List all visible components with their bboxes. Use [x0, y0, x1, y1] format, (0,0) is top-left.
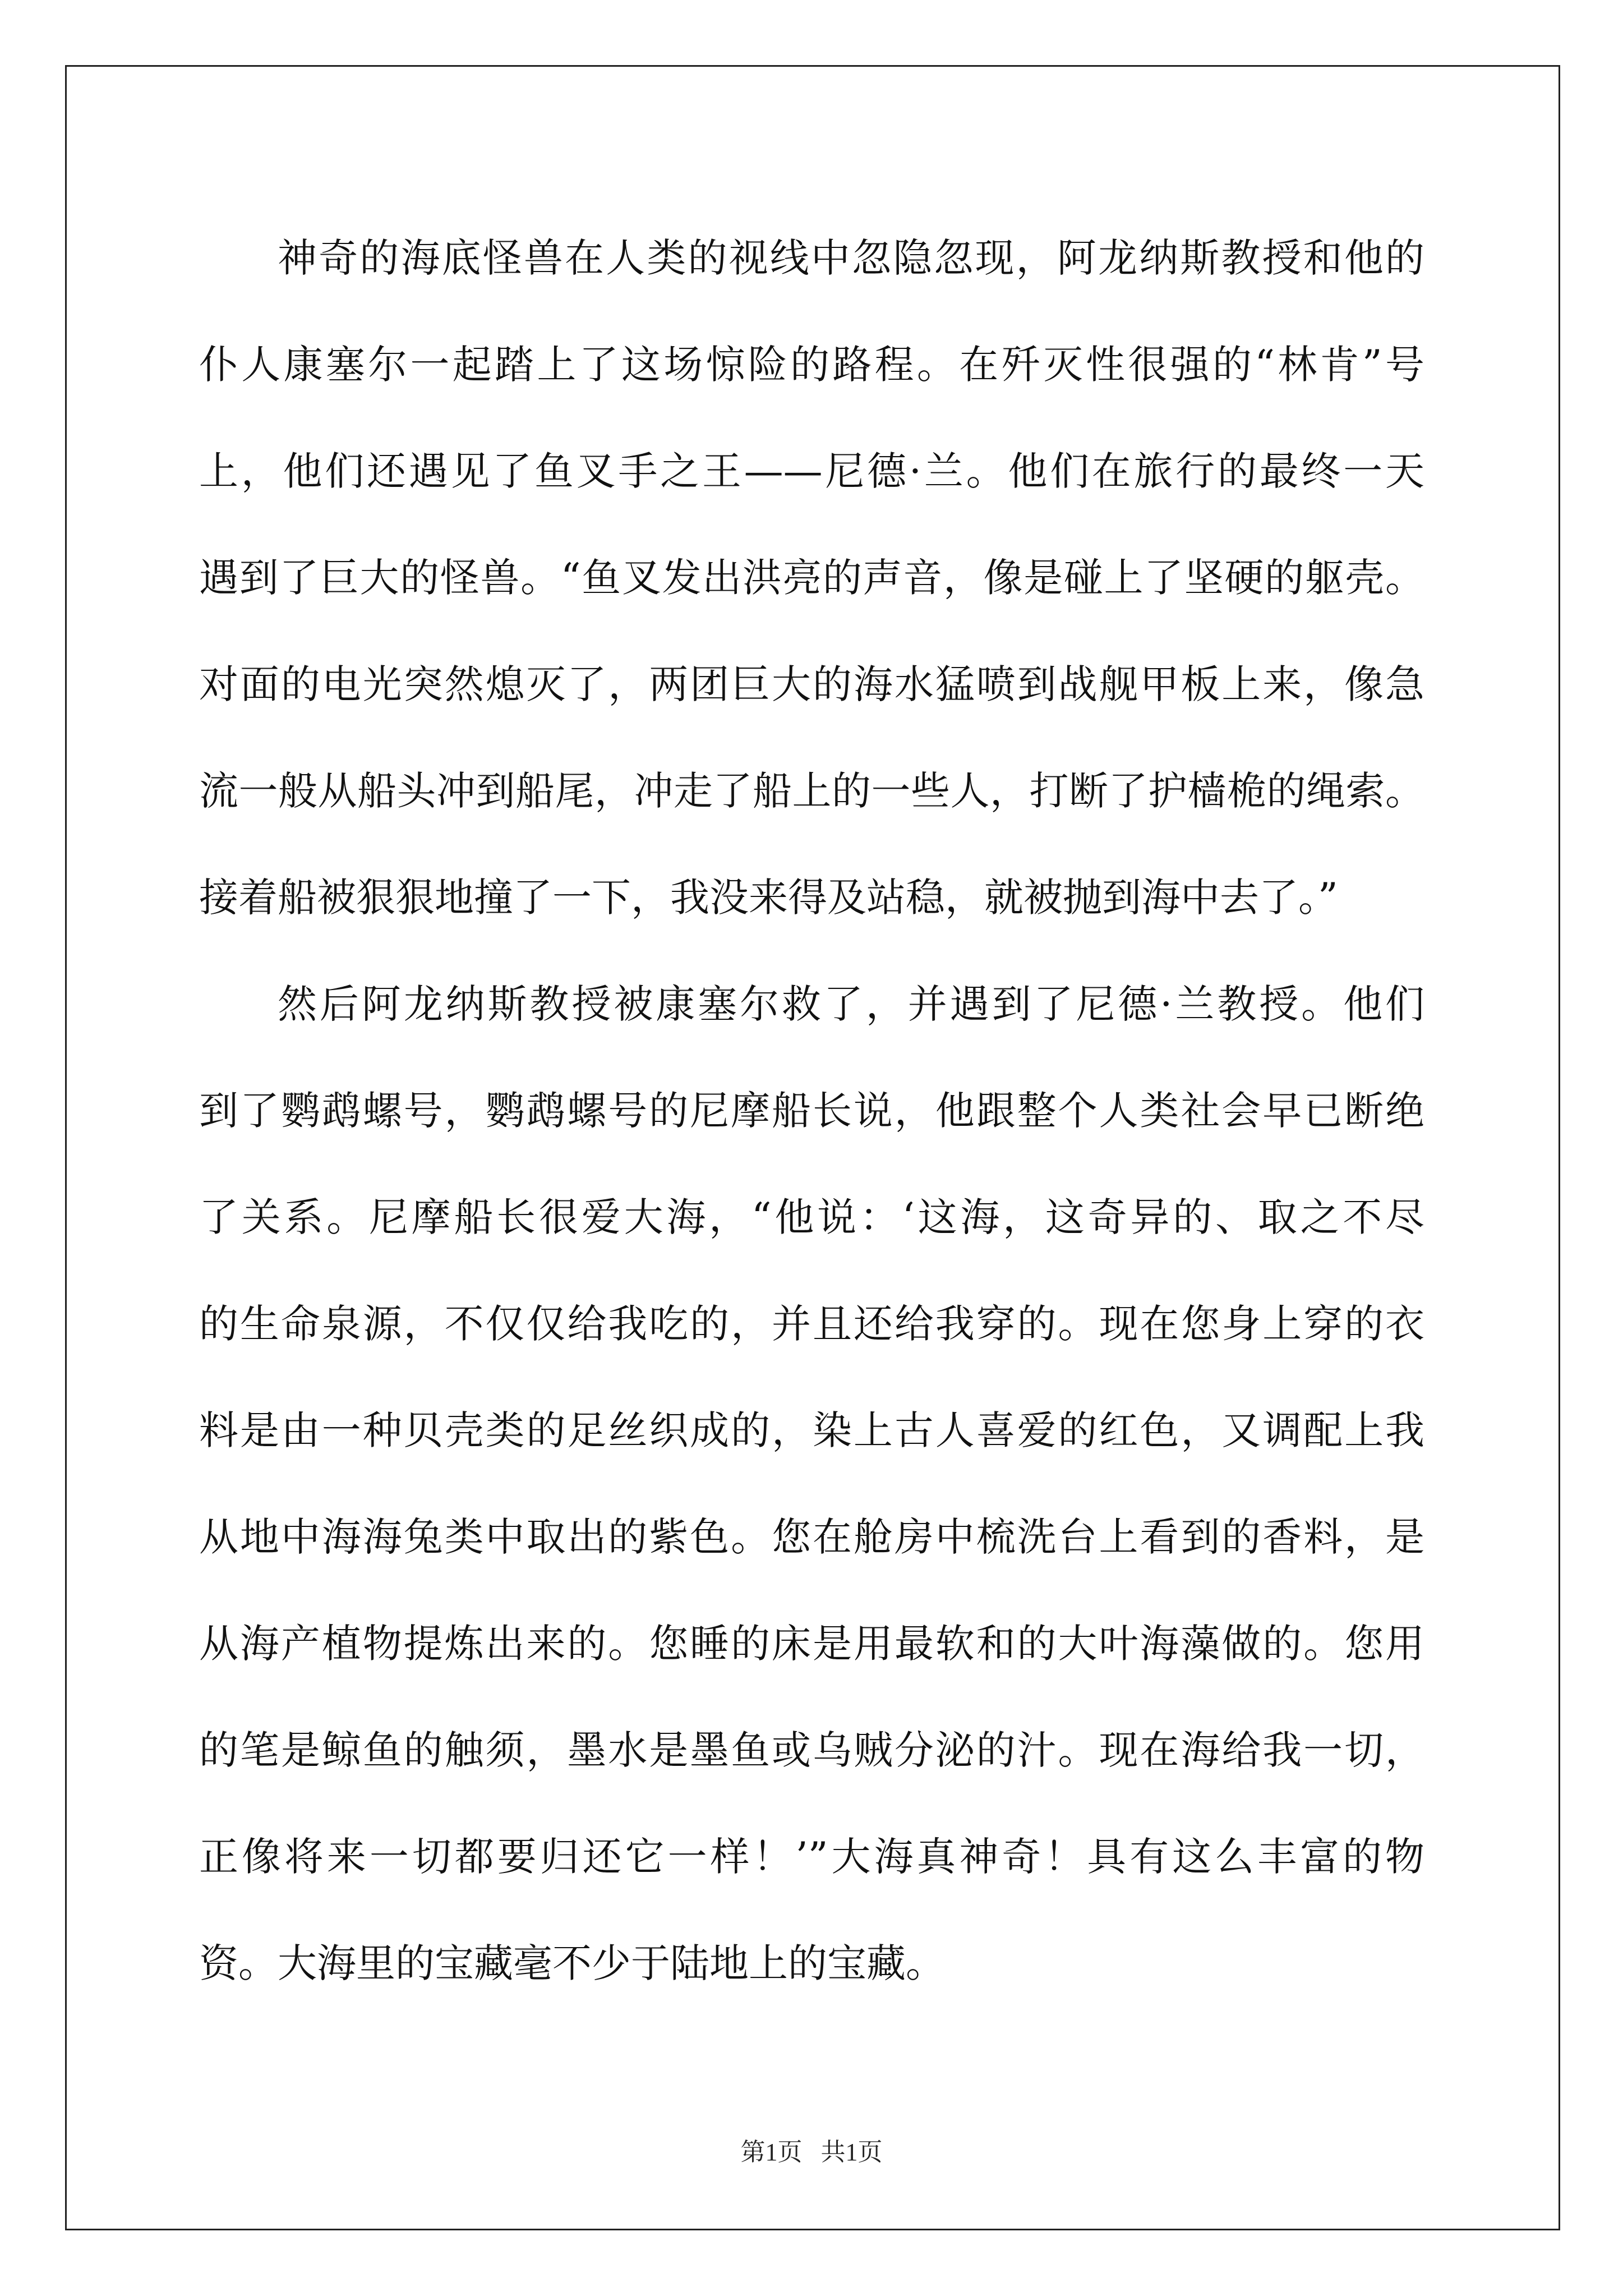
paragraph-1-line-6: 流一般从船头冲到船尾，冲走了船上的一些人，打断了护樯桅的绳索。	[199, 768, 1424, 814]
paragraph-2-line-8: 的笔是鲸鱼的触须，墨水是墨鱼或乌贼分泌的汁。现在海给我一切，	[199, 1727, 1424, 1773]
paragraph-2-line-3: 了关系。尼摩船长很爱大海，“他说：‘这海，这奇异的、取之不尽	[199, 1194, 1424, 1240]
paragraph-1-line-7: 接着船被狠狠地撞了一下，我没来得及站稳，就被抛到海中去了。”	[199, 875, 1338, 921]
paragraph-1-line-4: 遇到了巨大的怪兽。“鱼叉发出洪亮的声音，像是碰上了坚硬的躯壳。	[199, 555, 1424, 601]
paragraph-2-line-7: 从海产植物提炼出来的。您睡的床是用最软和的大叶海藻做的。您用	[199, 1621, 1424, 1667]
paragraph-1-line-3: 上，他们还遇见了鱼叉手之王——尼德·兰。他们在旅行的最终一天	[199, 448, 1424, 494]
paragraph-2-line-2: 到了鹦鹉螺号，鹦鹉螺号的尼摩船长说，他跟整个人类社会早已断绝	[199, 1088, 1424, 1134]
document-body	[199, 205, 1424, 2017]
paragraph-2-line-5: 料是由一种贝壳类的足丝织成的，染上古人喜爱的红色，又调配上我	[199, 1407, 1424, 1453]
page-number: 第1页	[740, 2138, 803, 2166]
page-footer	[0, 2132, 1623, 2168]
paragraph-2-line-9: 正像将来一切都要归还它一样！’”大海真神奇！具有这么丰富的物	[199, 1834, 1424, 1880]
paragraph-2-line-10: 资。大海里的宝藏毫不少于陆地上的宝藏。	[199, 1940, 945, 1986]
paragraph-1-line-1: 神奇的海底怪兽在人类的视线中忽隐忽现，阿龙纳斯教授和他的	[278, 235, 1424, 281]
paragraph-1-line-2: 仆人康塞尔一起踏上了这场惊险的路程。在歼灭性很强的“林肯”号	[199, 342, 1424, 388]
paragraph-2-line-6: 从地中海海兔类中取出的紫色。您在舱房中梳洗台上看到的香料，是	[199, 1514, 1424, 1560]
paragraph-1-line-5: 对面的电光突然熄灭了，两团巨大的海水猛喷到战舰甲板上来，像急	[199, 661, 1424, 707]
page-total: 共1页	[820, 2138, 883, 2166]
paragraph-2-line-1: 然后阿龙纳斯教授被康塞尔救了，并遇到了尼德·兰教授。他们	[278, 981, 1424, 1027]
paragraph-2-line-4: 的生命泉源，不仅仅给我吃的，并且还给我穿的。现在您身上穿的衣	[199, 1301, 1424, 1347]
